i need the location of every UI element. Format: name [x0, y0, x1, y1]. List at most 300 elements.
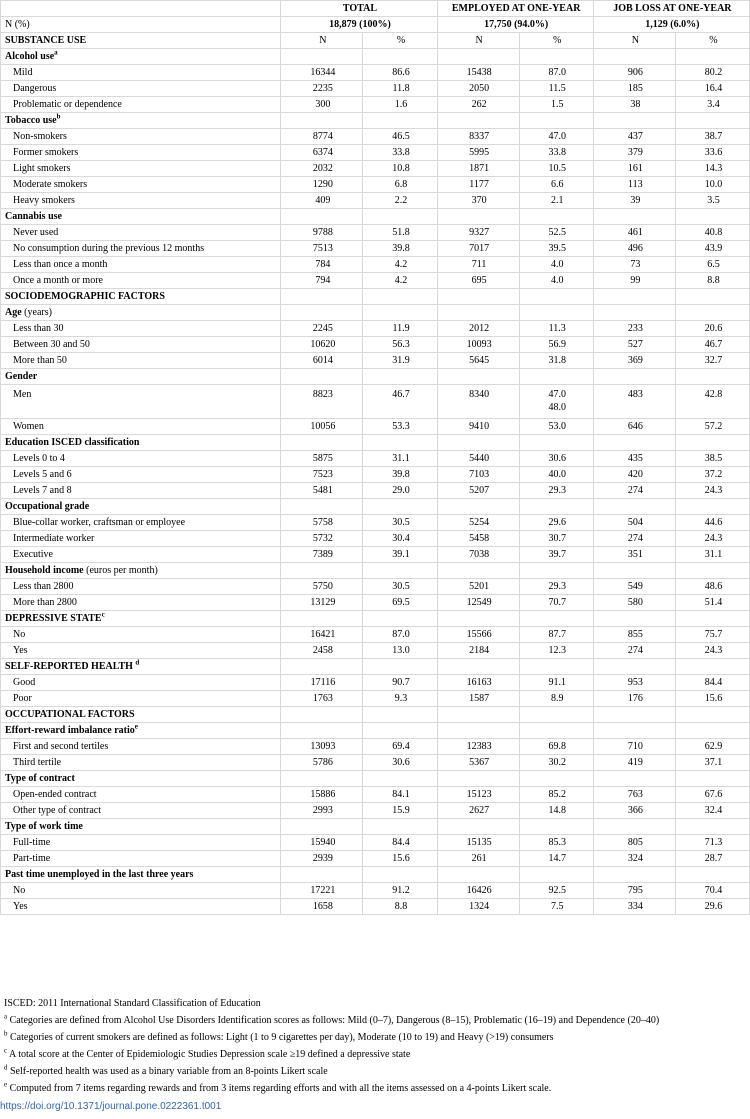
percent-cell: 29.3 [519, 579, 593, 595]
percent-cell: 30.7 [519, 531, 593, 547]
count-cell [281, 49, 363, 65]
percent-cell [519, 563, 593, 579]
table-row [1, 81, 750, 97]
group-count-employed: 17,750 (94.0%) [437, 17, 593, 33]
percent-cell: 84.1 [363, 787, 437, 803]
count-cell [593, 563, 675, 579]
percent-cell: 32.7 [675, 353, 749, 369]
table-section-row [1, 819, 750, 835]
row-label-unit: (euros per month) [83, 565, 158, 576]
row-label-unit: (years) [21, 307, 52, 318]
table-section-row [1, 49, 750, 65]
percent-cell: 24.3 [675, 531, 749, 547]
table-row [1, 451, 750, 467]
count-cell: 496 [593, 241, 675, 257]
row-label-text: Open-ended contract [13, 789, 97, 800]
row-label-text: Light smokers [13, 163, 71, 174]
row-label [1, 867, 281, 883]
percent-cell [363, 867, 437, 883]
percent-cell: 31.1 [675, 547, 749, 563]
count-cell [281, 707, 363, 723]
percent-cell: 2.2 [363, 193, 437, 209]
row-label [1, 435, 281, 451]
count-cell: 6014 [281, 353, 363, 369]
row-label-text: Past time unemployed in the last three years [5, 869, 194, 880]
table-row [1, 531, 750, 547]
count-cell [437, 707, 519, 723]
footnote-text: A total score at the Center of Epidemiologic Studies Depression scale ≥19 defined a depressive state [7, 1049, 411, 1060]
footnote-marker: b [4, 1029, 8, 1038]
count-cell: 15123 [437, 787, 519, 803]
count-cell [593, 867, 675, 883]
table-heading-row [1, 289, 750, 305]
count-cell: 2032 [281, 161, 363, 177]
count-cell: 1290 [281, 177, 363, 193]
row-label-text: Heavy smokers [13, 195, 75, 206]
percent-cell: 62.9 [675, 739, 749, 755]
percent-cell: 9.3 [363, 691, 437, 707]
row-label-text: More than 50 [13, 355, 67, 366]
percent-cell: 87.0 [363, 627, 437, 643]
row-label [1, 385, 281, 419]
row-label-text: Type of contract [5, 773, 75, 784]
row-label-text: Moderate smokers [13, 179, 88, 190]
row-label [1, 643, 281, 659]
table-row [1, 353, 750, 369]
doi-link[interactable]: https://doi.org/10.1371/journal.pone.0222361.t001 [0, 1101, 222, 1112]
count-cell [281, 563, 363, 579]
percent-cell: 69.4 [363, 739, 437, 755]
group-count-row [1, 17, 750, 33]
table-body [1, 33, 750, 915]
count-cell: 1763 [281, 691, 363, 707]
percent-cell: 1.5 [519, 97, 593, 113]
row-label [1, 369, 281, 385]
count-cell: 9788 [281, 225, 363, 241]
row-label [1, 595, 281, 611]
count-cell: 483 [593, 385, 675, 419]
footnote-text: Categories of current smokers are defined as follows: Light (1 to 9 cigarettes per day), Moderate (10 to 19) and Heavy (>19) consumers [7, 1032, 554, 1043]
percent-cell: 11.9 [363, 321, 437, 337]
row-label-text: Part-time [13, 853, 51, 864]
percent-cell [519, 819, 593, 835]
count-cell: 7017 [437, 241, 519, 257]
count-cell: 262 [437, 97, 519, 113]
count-cell: 1871 [437, 161, 519, 177]
percent-cell: 40.0 [519, 467, 593, 483]
percent-cell [363, 819, 437, 835]
count-cell [437, 305, 519, 321]
percent-cell: 6.6 [519, 177, 593, 193]
count-cell: 6374 [281, 145, 363, 161]
row-label [1, 899, 281, 915]
row-label [1, 161, 281, 177]
table-row [1, 643, 750, 659]
percent-cell: 33.8 [519, 145, 593, 161]
count-cell [593, 499, 675, 515]
percent-cell [519, 867, 593, 883]
row-label-text: Gender [5, 371, 38, 382]
row-label-text: Full-time [13, 837, 51, 848]
table-row [1, 337, 750, 353]
count-cell: 38 [593, 97, 675, 113]
count-cell: 527 [593, 337, 675, 353]
count-cell: 711 [437, 257, 519, 273]
percent-cell: 46.7 [363, 385, 437, 419]
count-cell: 7523 [281, 467, 363, 483]
percent-cell [519, 113, 593, 129]
count-cell: 176 [593, 691, 675, 707]
percent-cell: 11.3 [519, 321, 593, 337]
count-cell: 15886 [281, 787, 363, 803]
percent-cell: 51.4 [675, 595, 749, 611]
table-row [1, 65, 750, 81]
table-row [1, 467, 750, 483]
percent-cell: 31.9 [363, 353, 437, 369]
count-cell: 5207 [437, 483, 519, 499]
row-label [1, 33, 281, 49]
count-cell: 906 [593, 65, 675, 81]
percent-cell: 29.0 [363, 483, 437, 499]
row-label [1, 177, 281, 193]
count-cell: 274 [593, 531, 675, 547]
count-cell [593, 659, 675, 675]
table-section-row [1, 499, 750, 515]
table-row [1, 803, 750, 819]
percent-value: 47.0 [548, 389, 566, 400]
count-cell: 549 [593, 579, 675, 595]
count-cell [593, 707, 675, 723]
row-label [1, 691, 281, 707]
table-row [1, 321, 750, 337]
group-count-jobloss: 1,129 (6.0%) [593, 17, 749, 33]
percent-cell: 24.3 [675, 643, 749, 659]
percent-cell: % [363, 33, 437, 49]
table-row [1, 161, 750, 177]
count-cell [437, 369, 519, 385]
percent-cell [363, 659, 437, 675]
count-cell: 5875 [281, 451, 363, 467]
percent-cell [363, 369, 437, 385]
percent-cell: 6.5 [675, 257, 749, 273]
row-label [1, 337, 281, 353]
row-label [1, 65, 281, 81]
percent-cell: 4.2 [363, 273, 437, 289]
row-label [1, 659, 281, 675]
percent-cell [519, 707, 593, 723]
percent-cell: 29.6 [519, 515, 593, 531]
row-label [1, 353, 281, 369]
percent-cell [519, 659, 593, 675]
count-cell [437, 499, 519, 515]
row-label-text: Non-smokers [13, 131, 67, 142]
percent-cell [675, 819, 749, 835]
count-cell [281, 659, 363, 675]
count-cell: 185 [593, 81, 675, 97]
percent-cell: 29.6 [675, 899, 749, 915]
count-cell: 5750 [281, 579, 363, 595]
percent-cell [519, 369, 593, 385]
count-cell: 12383 [437, 739, 519, 755]
percent-cell [363, 435, 437, 451]
table-row [1, 273, 750, 289]
row-label [1, 627, 281, 643]
row-label-text: No consumption during the previous 12 months [13, 243, 205, 254]
count-cell: 274 [593, 483, 675, 499]
row-label [1, 467, 281, 483]
table-row [1, 899, 750, 915]
row-label [1, 579, 281, 595]
percent-cell [675, 305, 749, 321]
percent-cell: 30.4 [363, 531, 437, 547]
count-cell: 2993 [281, 803, 363, 819]
percent-cell: 30.5 [363, 515, 437, 531]
percent-cell: 84.4 [675, 675, 749, 691]
count-cell [593, 113, 675, 129]
percent-cell: 48.6 [675, 579, 749, 595]
row-label [1, 145, 281, 161]
row-label-text: Between 30 and 50 [13, 339, 90, 350]
percent-cell: 39.5 [519, 241, 593, 257]
table-heading-row [1, 659, 750, 675]
group-title-total: TOTAL [281, 1, 437, 17]
count-cell [437, 867, 519, 883]
percent-cell: 71.3 [675, 835, 749, 851]
count-cell: N [281, 33, 363, 49]
percent-cell [363, 113, 437, 129]
count-cell: 5458 [437, 531, 519, 547]
count-cell: 5645 [437, 353, 519, 369]
percent-cell [675, 113, 749, 129]
row-label-text: Household income [5, 565, 84, 576]
row-label-text: Yes [13, 645, 28, 656]
percent-cell: 70.4 [675, 883, 749, 899]
count-cell: N [437, 33, 519, 49]
footnote-text: Computed from 7 items regarding rewards and from 3 items regarding efforts and with all the items assessed on a 4-points Likert scale. [7, 1083, 552, 1094]
percent-cell [675, 289, 749, 305]
count-cell [281, 499, 363, 515]
count-cell: 420 [593, 467, 675, 483]
percent-cell [675, 659, 749, 675]
table-heading-row [1, 33, 750, 49]
percent-cell [675, 867, 749, 883]
count-cell: 13129 [281, 595, 363, 611]
percent-cell: 33.6 [675, 145, 749, 161]
count-cell: 953 [593, 675, 675, 691]
footnote [4, 1063, 746, 1080]
count-cell: 13093 [281, 739, 363, 755]
table-section-row [1, 305, 750, 321]
footnote-text: ISCED: 2011 International Standard Classification of Education [4, 998, 261, 1009]
row-label-text: More than 2800 [13, 597, 77, 608]
percent-cell: 53.0 [519, 419, 593, 435]
percent-cell [363, 49, 437, 65]
count-cell [593, 209, 675, 225]
group-title-row [1, 1, 750, 17]
row-label [1, 515, 281, 531]
percent-cell: 11.5 [519, 81, 593, 97]
count-cell: 5995 [437, 145, 519, 161]
row-label-text: Former smokers [13, 147, 79, 158]
percent-cell: 84.4 [363, 835, 437, 851]
count-cell [437, 771, 519, 787]
percent-cell: 16.4 [675, 81, 749, 97]
count-cell: 2050 [437, 81, 519, 97]
table-footnotes [4, 995, 746, 1097]
count-cell [281, 435, 363, 451]
table-heading-row [1, 611, 750, 627]
footnote-text: Categories are defined from Alcohol Use Disorders Identification scores as follows: Mild (0–7), Dangerous (8–15), Problematic (16–19) and Dependence (20–40) [7, 1015, 660, 1026]
count-cell: 795 [593, 883, 675, 899]
count-cell: 369 [593, 353, 675, 369]
count-cell: 5732 [281, 531, 363, 547]
row-label-text: Never used [13, 227, 59, 238]
count-cell [437, 435, 519, 451]
row-label-text: Executive [13, 549, 53, 560]
row-label [1, 483, 281, 499]
count-cell: 17221 [281, 883, 363, 899]
count-cell [281, 369, 363, 385]
table-row [1, 627, 750, 643]
percent-cell: 69.8 [519, 739, 593, 755]
percent-cell [675, 209, 749, 225]
percent-cell: 87.0 [519, 65, 593, 81]
count-cell: 351 [593, 547, 675, 563]
percent-cell [519, 435, 593, 451]
percent-cell [675, 435, 749, 451]
count-cell: 2012 [437, 321, 519, 337]
count-cell: 7389 [281, 547, 363, 563]
table-row [1, 419, 750, 435]
percent-cell: 75.7 [675, 627, 749, 643]
percent-cell: 86.6 [363, 65, 437, 81]
row-label-text: Blue-collar worker, craftsman or employee [13, 517, 186, 528]
table-row [1, 97, 750, 113]
count-cell: 5758 [281, 515, 363, 531]
count-cell: 2245 [281, 321, 363, 337]
table-section-row [1, 723, 750, 739]
table-row [1, 835, 750, 851]
percent-cell: 51.8 [363, 225, 437, 241]
count-cell: 9327 [437, 225, 519, 241]
count-cell [281, 819, 363, 835]
table-section-row [1, 209, 750, 225]
count-cell: 5786 [281, 755, 363, 771]
table-section-row [1, 435, 750, 451]
percent-cell: 43.9 [675, 241, 749, 257]
percent-cell: 46.7 [675, 337, 749, 353]
percent-cell [519, 209, 593, 225]
count-cell: 233 [593, 321, 675, 337]
percent-cell: 7.5 [519, 899, 593, 915]
row-label-text: Less than 2800 [13, 581, 74, 592]
footnote-marker: e [4, 1080, 8, 1089]
row-label-text: First and second tertiles [13, 741, 109, 752]
count-cell [281, 611, 363, 627]
percent-cell: 13.0 [363, 643, 437, 659]
percent-value-extra: 48.0 [548, 402, 566, 413]
percent-cell: 11.8 [363, 81, 437, 97]
percent-cell: 3.4 [675, 97, 749, 113]
percent-cell: 38.7 [675, 129, 749, 145]
count-cell: 10056 [281, 419, 363, 435]
percent-cell: % [675, 33, 749, 49]
percent-cell: 15.6 [675, 691, 749, 707]
count-cell [593, 435, 675, 451]
row-label [1, 739, 281, 755]
row-label [1, 241, 281, 257]
row-label [1, 531, 281, 547]
count-cell [593, 305, 675, 321]
count-cell: 794 [281, 273, 363, 289]
table-section-row [1, 113, 750, 129]
count-cell: 805 [593, 835, 675, 851]
row-label-text: Third tertile [13, 757, 62, 768]
row-label-text: Problematic or dependence [13, 99, 122, 110]
count-cell: 17116 [281, 675, 363, 691]
percent-cell: 30.2 [519, 755, 593, 771]
footnote-marker: c [101, 610, 105, 619]
count-cell: 5201 [437, 579, 519, 595]
table-row [1, 129, 750, 145]
row-label [1, 49, 281, 65]
count-cell: 10093 [437, 337, 519, 353]
table-row [1, 755, 750, 771]
percent-cell: 33.8 [363, 145, 437, 161]
percent-cell: 8.8 [363, 899, 437, 915]
percent-cell [363, 771, 437, 787]
percent-cell: 91.2 [363, 883, 437, 899]
row-label [1, 835, 281, 851]
row-label-text: DEPRESSIVE STATE [5, 613, 102, 624]
percent-cell: 4.2 [363, 257, 437, 273]
row-label-text: Tobacco use [5, 115, 57, 126]
percent-cell: 87.7 [519, 627, 593, 643]
count-cell: 7038 [437, 547, 519, 563]
count-cell: 113 [593, 177, 675, 193]
row-label-text: Men [13, 389, 32, 400]
count-cell: 161 [593, 161, 675, 177]
percent-cell: 38.5 [675, 451, 749, 467]
percent-cell [519, 49, 593, 65]
percent-cell: 39.7 [519, 547, 593, 563]
count-cell [281, 723, 363, 739]
row-label [1, 547, 281, 563]
table-row [1, 515, 750, 531]
count-cell: 504 [593, 515, 675, 531]
count-cell: 437 [593, 129, 675, 145]
percent-cell: 37.1 [675, 755, 749, 771]
table-row [1, 547, 750, 563]
count-cell: 15566 [437, 627, 519, 643]
count-cell: 763 [593, 787, 675, 803]
table-section-row [1, 563, 750, 579]
table-row [1, 595, 750, 611]
count-cell: 1177 [437, 177, 519, 193]
count-cell [593, 289, 675, 305]
percent-cell: 14.3 [675, 161, 749, 177]
row-label [1, 771, 281, 787]
footnote-marker: a [4, 1012, 8, 1021]
count-cell: 99 [593, 273, 675, 289]
count-cell: 2939 [281, 851, 363, 867]
count-cell: 710 [593, 739, 675, 755]
count-cell: 7513 [281, 241, 363, 257]
row-label [1, 225, 281, 241]
count-cell [437, 209, 519, 225]
row-label [1, 257, 281, 273]
row-label-text: OCCUPATIONAL FACTORS [5, 709, 135, 720]
